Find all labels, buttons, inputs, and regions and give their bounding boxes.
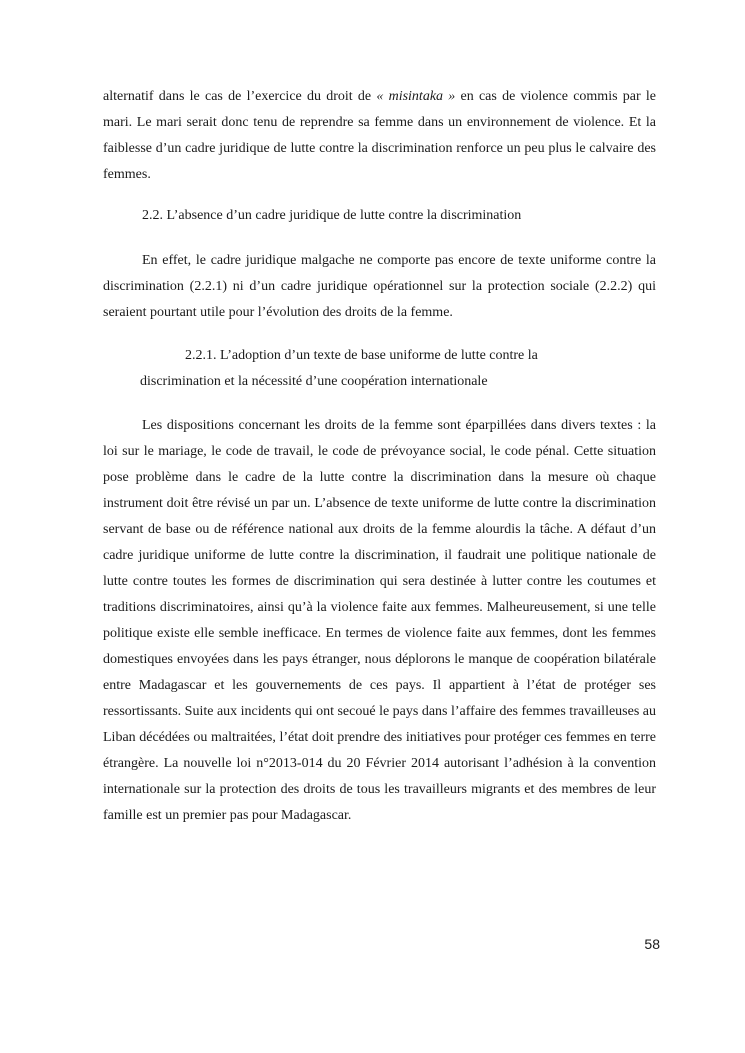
section-heading-2-2-1 <box>140 343 656 395</box>
text-run: alternatif dans le cas de l’exercice du droit de <box>103 89 377 104</box>
page-content <box>103 84 656 855</box>
section-heading-2-2-1-line2: discrimination et la nécessité d’une coopération internationale <box>140 374 488 389</box>
paragraph-2: En effet, le cadre juridique malgache ne comporte pas encore de texte uniforme contre la discrimination (2.2.1) ni d’un cadre juridique opérationnel sur la protection sociale (2.2.2) qui seraient pourtant utile pour l’évolution des droits de la femme. <box>103 253 656 320</box>
page-number: 58 <box>644 936 660 952</box>
italic-term: « misintaka » <box>376 89 456 104</box>
section-heading-2-2: 2.2. L’absence d’un cadre juridique de lutte contre la discrimination <box>142 208 522 223</box>
paragraph-continuation <box>103 84 656 188</box>
text-run: en cas de violence commis par le mari. Le mari serait donc tenu de reprendre sa femme dans un environnement de violence. Et la faiblesse d’un cadre juridique de lutte contre la discrimination renforce un peu plus le calvaire des femmes. <box>103 89 656 182</box>
paragraph-3: Les dispositions concernant les droits de la femme sont éparpillées dans divers textes : la loi sur le mariage, le code de travail, le code de prévoyance social, le code pénal. Cette situation pose problème dans le cadre de la lutte contre la discrimination dans la mesure où chaque instrument doit être révisé un par un. L’absence de texte uniforme de lutte contre la discrimination servant de base ou de référence national aux droits de la femme alourdis la tâche. A défaut d’un cadre juridique uniforme de lutte contre la discrimination, il faudrait une politique nationale de lutte contre toutes les formes de discrimination qui sera destinée à lutter contre les coutumes et traditions discriminatoires, ainsi qu’à la violence faite aux femmes. Malheureusement, si une telle politique existe elle semble inefficace. En termes de violence faite aux femmes, dont les femmes domestiques envoyées dans les pays étranger, nous déplorons le manque de coopération bilatérale entre Madagascar et les gouvernements de ces pays. Il appartient à l’état de protéger ses ressortissants. Suite aux incidents qui ont secoué le pays dans l’affaire des femmes travailleuses au Liban décédées ou maltraitées, l’état doit prendre des initiatives pour protéger ces femmes en terre étrangère. La nouvelle loi n°2013-014 du 20 Février 2014 autorisant l’adhésion à la convention internationale sur la protection des droits de tous les travailleurs migrants et des membres de leur famille est un premier pas pour Madagascar. <box>103 418 656 823</box>
section-heading-2-2-1-line1: 2.2.1. L’adoption d’un texte de base uniforme de lutte contre la <box>185 348 538 363</box>
